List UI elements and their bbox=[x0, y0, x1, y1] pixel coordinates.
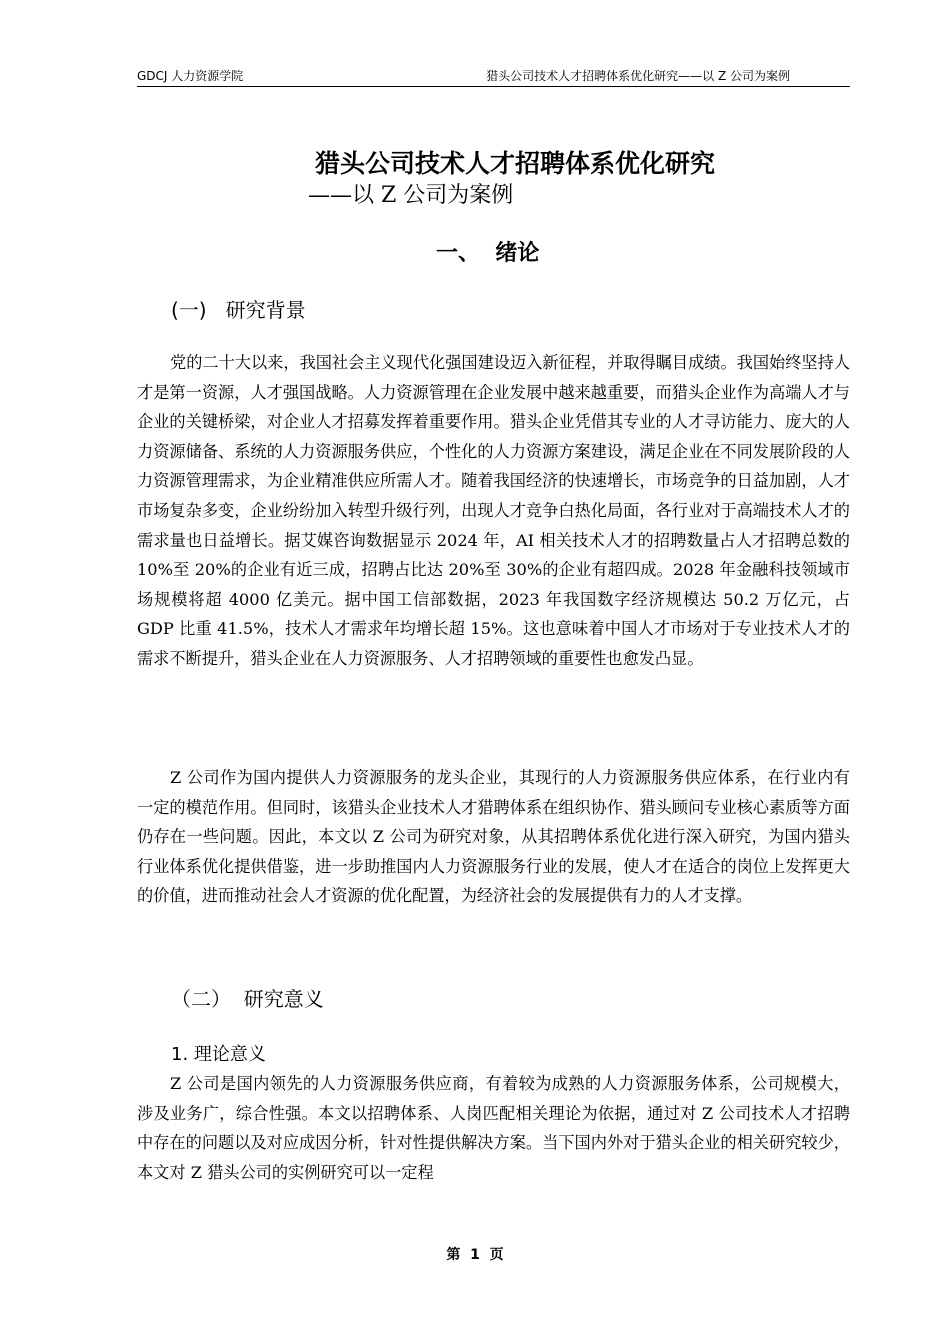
paragraph-background-2: Z 公司作为国内提供人力资源服务的龙头企业，其现行的人力资源服务供应体系，在行业内有一定的模范作用。但同时，该猎头企业技术人才猎聘体系在组织协作、猎头顾问专业核心素质等方面仍存在一些问题。因此，本文以 Z 公司为研究对象，从其招聘体系优化进行深入研究，为国内猎头行业体系优化提供借鉴，进一步助推国内人力资源服务行业的发展，使人才在适合的岗位上发挥更大的价值，进而推动社会人才资源的优化配置，为经济社会的发展提供有力的人才支撑。 bbox=[137, 768, 850, 906]
paragraph-theory: Z 公司是国内领先的人力资源服务供应商，有着较为成熟的人力资源服务体系，公司规模大，涉及业务广，综合性强。本文以招聘体系、人岗匹配相关理论为依据，通过对 Z 公司技术人才招聘中存在的问题以及对应成因分析，针对性提供解决方案。当下国内外对于猎头企业的相关研究较少，本文对 Z 猎头公司的实例研究可以一定程 bbox=[137, 1074, 850, 1182]
sub-subsection-heading-theory: 1. 理论意义 bbox=[171, 1044, 266, 1065]
paper-subtitle: ——以 Z 公司为案例 bbox=[308, 183, 514, 208]
paragraph-background-1: 党的二十大以来，我国社会主义现代化强国建设迈入新征程，并取得瞩目成绩。我国始终坚持人才是第一资源，人才强国战略。人力资源管理在企业发展中越来越重要，而猎头企业作为高端人才与企业的关键桥梁，对企业人才招募发挥着重要作用。猎头企业凭借其专业的人才寻访能力、庞大的人力资源储备、系统的人力资源服务供应，个性化的人力资源方案建设，满足企业在不同发展阶段的人力资源管理需求，为企业精准供应所需人才。随着我国经济的快速增长，市场竞争的日益加剧，人才市场复杂多变，企业纷纷加入转型升级行列，出现人才竞争白热化局面，各行业对于高端技术人才的需求量也日益增长。据艾媒咨询数据显示 2024 年，AI 相关技术人才的招聘数量占人才招聘总数的 10%至 20%的企业有近三成，招聘占比达 20%至 30%的企业有超四成。2028 年金融科技领域市场规模将超 4000 亿美元。据中国工信部数据，2023 年我国数字经济规模达 50.2 万亿元，占 GDP 比重 41.5%，技术人才需求年均增长超 15%。这也意味着中国人才市场对于专业技术人才的需求不断提升，猎头企业在人力资源服务、人才招聘领域的重要性也愈发凸显。 bbox=[137, 353, 850, 668]
section-heading-introduction: 一、 绪论 bbox=[436, 241, 540, 266]
page-number: 第 1 页 bbox=[446, 1247, 504, 1263]
header-institution: GDCJ 人力资源学院 bbox=[137, 69, 244, 83]
page-header bbox=[137, 68, 850, 87]
paper-title: 猎头公司技术人才招聘体系优化研究 bbox=[314, 149, 715, 178]
subsection-heading-significance: （二） 研究意义 bbox=[171, 987, 324, 1011]
subsection-heading-background: (一) 研究背景 bbox=[171, 298, 306, 322]
header-paper-title: 猎头公司技术人才招聘体系优化研究——以 Z 公司为案例 bbox=[486, 69, 790, 83]
